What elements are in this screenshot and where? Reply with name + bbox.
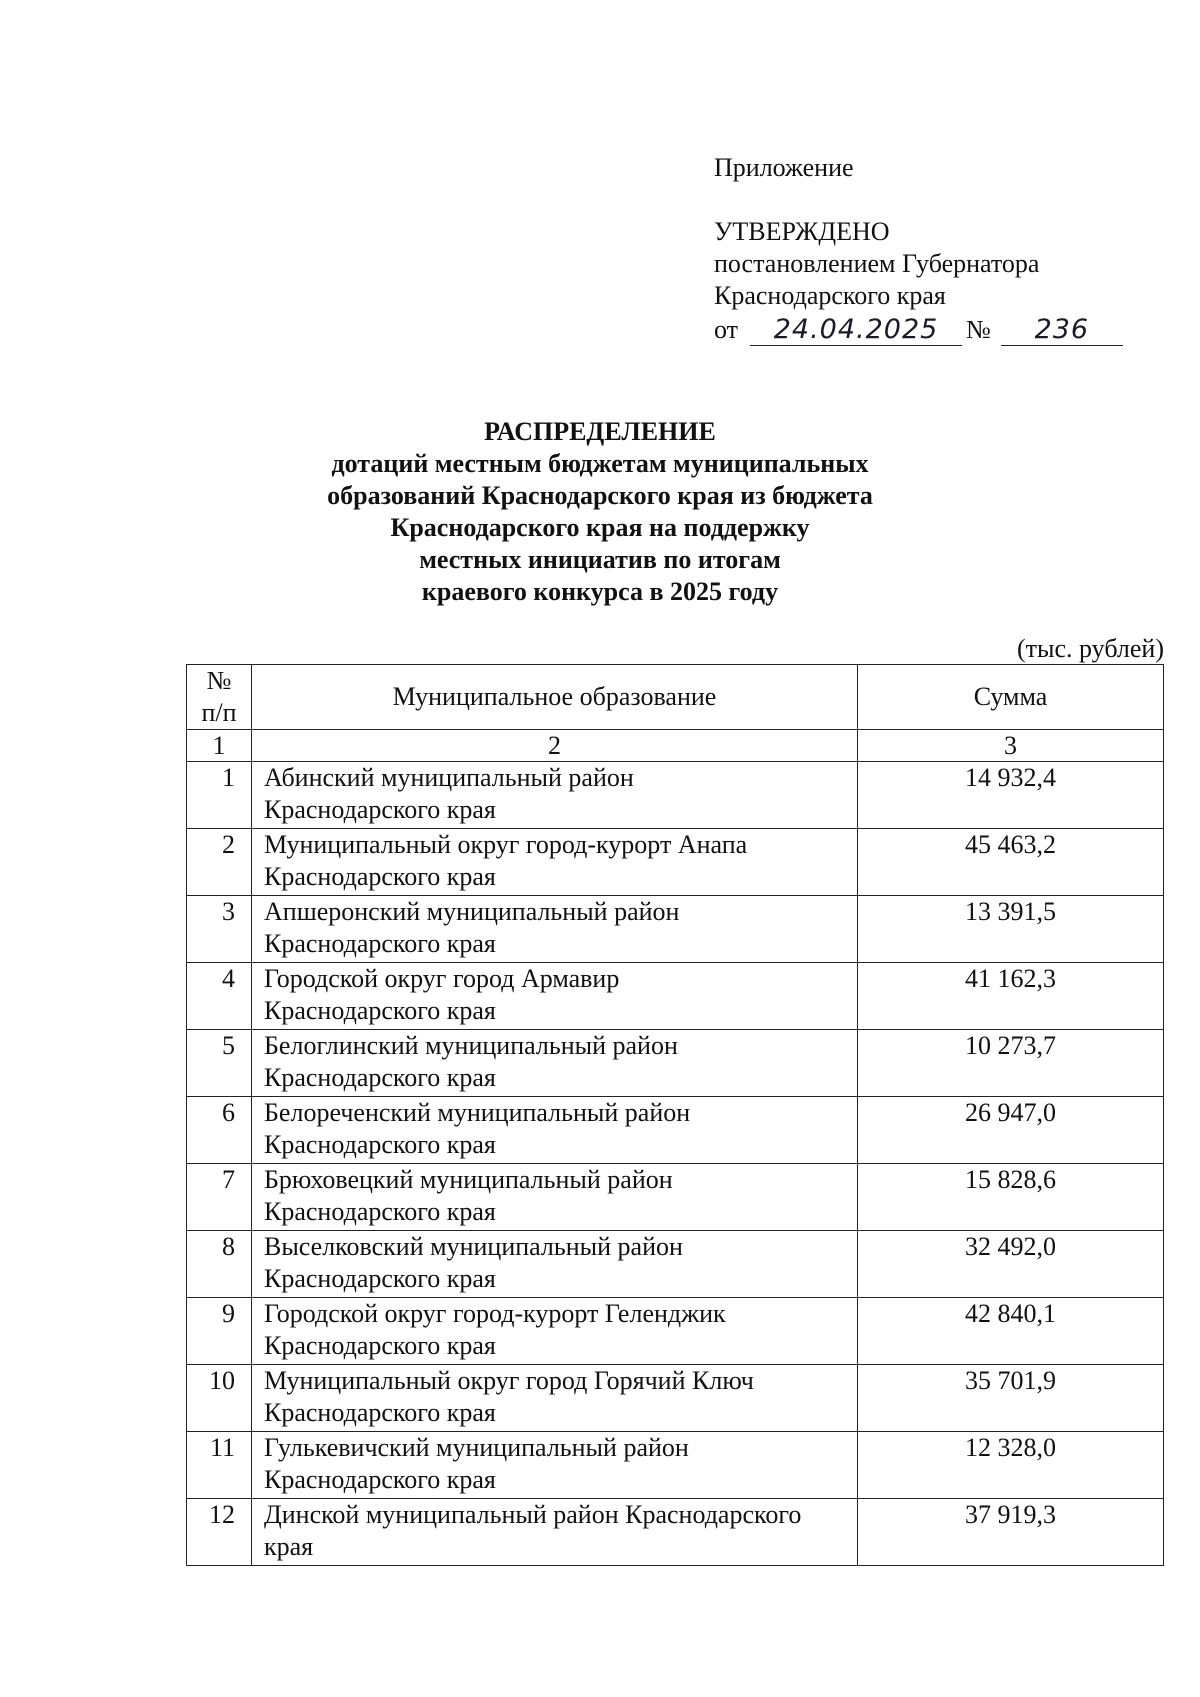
- table-header-row: [187, 665, 1164, 730]
- municipality-name-line-1: Выселковский муниципальный район: [264, 1232, 683, 1261]
- title-line-2: дотаций местным бюджетам муниципальных: [331, 449, 869, 478]
- municipality-name-line-1: Абинский муниципальный район: [264, 763, 634, 792]
- row-number: 1: [187, 762, 252, 829]
- municipality-name: [252, 829, 858, 896]
- municipality-name: [252, 1231, 858, 1298]
- table-row: [187, 1298, 1164, 1365]
- row-sum: 26 947,0: [858, 1097, 1164, 1164]
- table-row: [187, 896, 1164, 963]
- row-sum: 15 828,6: [858, 1164, 1164, 1231]
- document-title: [0, 416, 1200, 608]
- row-sum: 37 919,3: [858, 1499, 1164, 1566]
- approved-label: УТВЕРЖДЕНО: [714, 217, 890, 246]
- column-index: 2: [252, 730, 858, 762]
- municipality-name-line-1: Муниципальный округ город Горячий Ключ: [264, 1366, 754, 1395]
- from-label: от: [714, 315, 739, 344]
- title-line-1: РАСПРЕДЕЛЕНИЕ: [484, 417, 716, 446]
- municipality-name-line-1: Гулькевичский муниципальный район: [264, 1433, 689, 1462]
- municipality-name: [252, 1030, 858, 1097]
- table-row: [187, 762, 1164, 829]
- decree-number: 236: [1001, 315, 1123, 346]
- municipality-name-line-2: Краснодарского края: [264, 1264, 496, 1293]
- municipality-name: [252, 1298, 858, 1365]
- row-number: 6: [187, 1097, 252, 1164]
- municipality-name-line-1: Белореченский муниципальный район: [264, 1098, 691, 1127]
- municipality-name-line-2: Краснодарского края: [264, 1398, 496, 1427]
- row-number: 8: [187, 1231, 252, 1298]
- row-sum: 14 932,4: [858, 762, 1164, 829]
- municipality-name-line-1: Муниципальный округ город-курорт Анапа: [264, 830, 748, 859]
- row-number: 2: [187, 829, 252, 896]
- municipality-name-line-2: Краснодарского края: [264, 862, 496, 891]
- municipality-name-line-2: Краснодарского края: [264, 1465, 496, 1494]
- row-number: 11: [187, 1432, 252, 1499]
- municipality-name: [252, 1432, 858, 1499]
- municipality-name: [252, 1365, 858, 1432]
- row-sum: 13 391,5: [858, 896, 1164, 963]
- title-line-3: образований Краснодарского края из бюджета: [327, 481, 873, 510]
- table-row: [187, 1365, 1164, 1432]
- municipality-name-line-2: Краснодарского края: [264, 1130, 496, 1159]
- row-sum: 35 701,9: [858, 1365, 1164, 1432]
- municipality-name: [252, 1164, 858, 1231]
- header-municipality: Муниципальное образование: [252, 665, 858, 730]
- municipality-name: [252, 1499, 858, 1566]
- header-number-line-2: п/п: [201, 698, 237, 727]
- row-number: 7: [187, 1164, 252, 1231]
- header-number: [187, 665, 252, 730]
- appendix-label: Приложение: [714, 153, 854, 182]
- row-sum: 42 840,1: [858, 1298, 1164, 1365]
- table-row: [187, 1231, 1164, 1298]
- municipality-name-line-2: Краснодарского края: [264, 1197, 496, 1226]
- municipality-name: [252, 963, 858, 1030]
- municipality-name: [252, 896, 858, 963]
- row-sum: 41 162,3: [858, 963, 1164, 1030]
- municipality-name-line-2: Краснодарского края: [264, 996, 496, 1025]
- municipality-name-line-1: Городской округ город-курорт Геленджик: [264, 1299, 726, 1328]
- header-number-line-1: №: [206, 666, 232, 695]
- column-index: 3: [858, 730, 1164, 762]
- row-number: 3: [187, 896, 252, 963]
- municipality-name-line-2: Краснодарского края: [264, 1063, 496, 1092]
- column-index-row: [187, 730, 1164, 762]
- municipality-name-line-2: Краснодарского края: [264, 795, 496, 824]
- decree-date: 24.04.2025: [750, 315, 962, 346]
- row-number: 9: [187, 1298, 252, 1365]
- decree-line-1: постановлением Губернатора: [714, 249, 1040, 278]
- row-sum: 32 492,0: [858, 1231, 1164, 1298]
- column-index: 1: [187, 730, 252, 762]
- title-line-6: краевого конкурса в 2025 году: [421, 577, 779, 606]
- municipality-name-line-1: Городской округ город Армавир: [264, 964, 620, 993]
- row-sum: 45 463,2: [858, 829, 1164, 896]
- row-sum: 12 328,0: [858, 1432, 1164, 1499]
- row-number: 12: [187, 1499, 252, 1566]
- municipality-name-line-1: Брюховецкий муниципальный район: [264, 1165, 673, 1194]
- row-sum: 10 273,7: [858, 1030, 1164, 1097]
- table-body: [187, 730, 1164, 1566]
- row-number: 10: [187, 1365, 252, 1432]
- date-number-line: [714, 312, 1123, 346]
- table-row: [187, 829, 1164, 896]
- header-sum: Сумма: [858, 665, 1164, 730]
- number-label: №: [966, 315, 991, 344]
- municipality-name-line-1: Динской муниципальный район Краснодарского: [264, 1500, 802, 1529]
- municipality-name-line-2: края: [264, 1532, 314, 1561]
- distribution-table: [186, 664, 1164, 1566]
- title-line-4: Краснодарского края на поддержку: [390, 513, 810, 542]
- table-row: [187, 1499, 1164, 1566]
- table-row: [187, 1432, 1164, 1499]
- municipality-name-line-1: Белоглинский муниципальный район: [264, 1031, 678, 1060]
- municipality-name-line-2: Краснодарского края: [264, 929, 496, 958]
- decree-line-2: Краснодарского края: [714, 281, 946, 310]
- table-row: [187, 1030, 1164, 1097]
- row-number: 5: [187, 1030, 252, 1097]
- unit-label: (тыс. рублей): [1016, 634, 1164, 663]
- municipality-name-line-1: Апшеронский муниципальный район: [264, 897, 680, 926]
- municipality-name-line-2: Краснодарского края: [264, 1331, 496, 1360]
- approval-block: [714, 152, 1123, 346]
- spacer: [714, 184, 1123, 216]
- table-row: [187, 1164, 1164, 1231]
- row-number: 4: [187, 963, 252, 1030]
- title-line-5: местных инициатив по итогам: [419, 545, 781, 574]
- table-row: [187, 1097, 1164, 1164]
- municipality-name: [252, 1097, 858, 1164]
- municipality-name: [252, 762, 858, 829]
- table-row: [187, 963, 1164, 1030]
